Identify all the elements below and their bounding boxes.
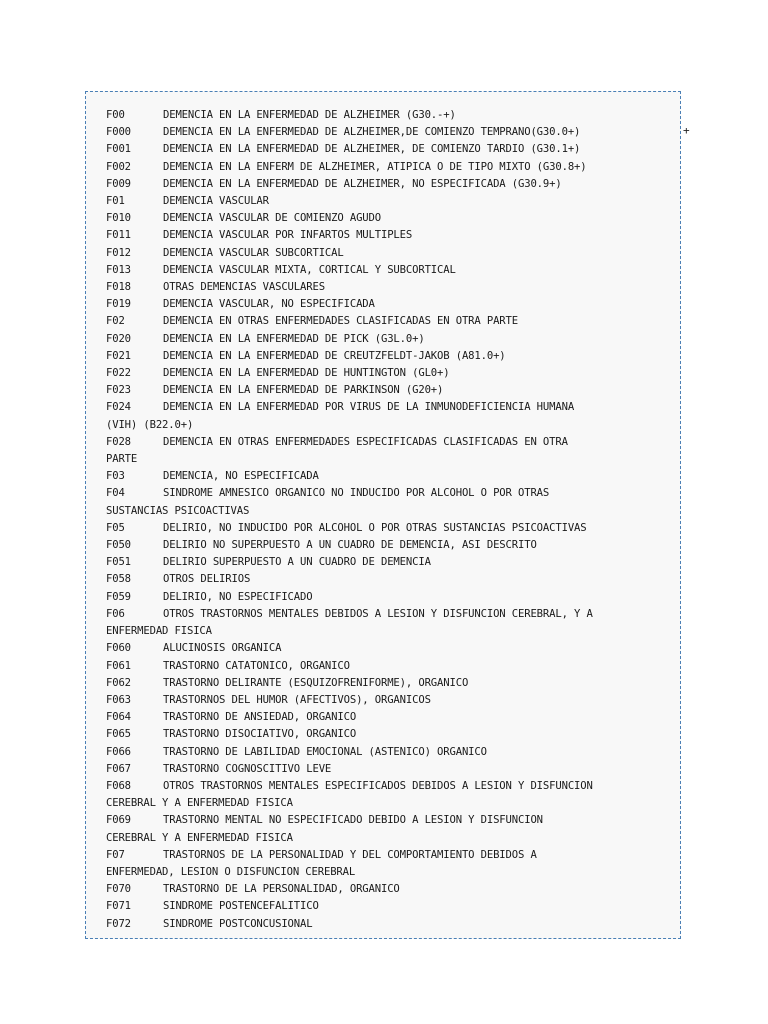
entry-description: DELIRIO, NO ESPECIFICADO [163,590,313,603]
entry-description: SINDROME AMNESICO ORGANICO NO INDUCIDO POR ALCOHOL O POR OTRAS [163,487,550,500]
code-entry [106,365,676,382]
code-entry [106,606,676,623]
entry-code: F03 [106,470,125,483]
entry-code: F059 [106,590,131,603]
entry-description: DELIRIO NO SUPERPUESTO A UN CUADRO DE DEMENCIA, ASI DESCRITO [163,539,537,552]
code-entry [106,313,676,330]
entry-description: DEMENCIA EN LA ENFERMEDAD DE ALZHEIMER, DE COMIENZO TARDIO (G30.1+) [163,143,581,156]
entry-description: ALUCINOSIS ORGANICA [163,642,282,655]
entry-continuation: CEREBRAL Y A ENFERMEDAD FISICA [106,831,293,844]
margin-mark: + [683,124,690,137]
entry-description: TRASTORNO DE ANSIEDAD, ORGANICO [163,711,357,724]
entry-code: F058 [106,573,131,586]
code-entry [106,141,676,158]
entry-continuation: (VIH) (B22.0+) [106,418,194,431]
code-entry [106,193,676,210]
code-entry [106,176,676,193]
entry-code: F068 [106,779,131,792]
code-entry [106,434,676,451]
entry-description: DEMENCIA VASCULAR DE COMIENZO AGUDO [163,212,381,225]
entry-description: DEMENCIA EN LA ENFERMEDAD DE HUNTINGTON (GL0+) [163,367,450,380]
entry-code: F063 [106,693,131,706]
entry-description: DEMENCIA EN LA ENFERMEDAD DE ALZHEIMER,DE COMIENZO TEMPRANO(G30.0+) [163,126,581,139]
code-entry [106,468,676,485]
entry-description: DEMENCIA EN OTRAS ENFERMEDADES CLASIFICADAS EN OTRA PARTE [163,315,518,328]
entry-code: F065 [106,728,131,741]
entry-code: F069 [106,814,131,827]
entry-code: F05 [106,521,125,534]
code-entry [106,675,676,692]
code-entry [106,537,676,554]
entry-code: F067 [106,762,131,775]
entry-description: DEMENCIA EN LA ENFERMEDAD DE ALZHEIMER, NO ESPECIFICADA (G30.9+) [163,177,562,190]
entry-code: F02 [106,315,125,328]
code-entry [106,571,676,588]
code-entry [106,124,676,141]
entry-code: F066 [106,745,131,758]
code-entry [106,159,676,176]
entry-description: TRASTORNOS DEL HUMOR (AFECTIVOS), ORGANICOS [163,693,431,706]
entry-description: DEMENCIA VASCULAR SUBCORTICAL [163,246,344,259]
entry-description: DEMENCIA EN LA ENFERMEDAD DE PARKINSON (G20+) [163,384,444,397]
code-entry [106,382,676,399]
entry-code: F011 [106,229,131,242]
entry-description: DEMENCIA VASCULAR POR INFARTOS MULTIPLES [163,229,413,242]
entry-description: OTROS TRASTORNOS MENTALES DEBIDOS A LESION Y DISFUNCION CEREBRAL, Y A [163,607,593,620]
entry-description: TRASTORNOS DE LA PERSONALIDAD Y DEL COMPORTAMIENTO DEBIDOS A [163,848,537,861]
code-entry [106,348,676,365]
entry-description: TRASTORNO DE LA PERSONALIDAD, ORGANICO [163,883,400,896]
entry-code: F018 [106,281,131,294]
entry-code: F060 [106,642,131,655]
entry-code: F051 [106,556,131,569]
entry-description: DEMENCIA EN LA ENFERMEDAD DE ALZHEIMER (G30.-+) [163,109,456,121]
code-entry [106,107,676,124]
entry-description: DELIRIO SUPERPUESTO A UN CUADRO DE DEMENCIA [163,556,431,569]
entry-code: F022 [106,367,131,380]
entry-code: F013 [106,263,131,276]
entry-code: F070 [106,883,131,896]
code-entry [106,726,676,743]
code-entry [106,399,676,416]
entry-description: TRASTORNO CATATONICO, ORGANICO [163,659,350,672]
entry-continuation: SUSTANCIAS PSICOACTIVAS [106,504,250,517]
entry-description: OTROS TRASTORNOS MENTALES ESPECIFICADOS DEBIDOS A LESION Y DISFUNCION [163,779,593,792]
entry-code: F012 [106,246,131,259]
entry-code: F07 [106,848,125,861]
entry-code: F050 [106,539,131,552]
entry-description: DEMENCIA, NO ESPECIFICADA [163,470,319,483]
code-entry [106,812,676,829]
entry-code: F019 [106,298,131,311]
entry-code: F028 [106,435,131,448]
entry-description: DEMENCIA EN LA ENFERMEDAD POR VIRUS DE LA INMUNODEFICIENCIA HUMANA [163,401,575,414]
entry-description: OTRAS DEMENCIAS VASCULARES [163,281,325,294]
entry-code: F010 [106,212,131,225]
entry-description: SINDROME POSTENCEFALITICO [163,900,319,913]
entry-description: DEMENCIA EN LA ENFERMEDAD DE PICK (G3L.0+) [163,332,425,345]
entry-code: F023 [106,384,131,397]
entry-code: F024 [106,401,131,414]
code-entry [106,296,676,313]
code-entry [106,881,676,898]
entry-code: F04 [106,487,125,500]
entry-description: DELIRIO, NO INDUCIDO POR ALCOHOL O POR OTRAS SUSTANCIAS PSICOACTIVAS [163,521,587,534]
entry-code: F020 [106,332,131,345]
code-entry [106,658,676,675]
entry-code: F009 [106,177,131,190]
code-entry [106,589,676,606]
entry-description: SINDROME POSTCONCUSIONAL [163,917,313,930]
entry-code: F021 [106,349,131,362]
entry-code: F002 [106,160,131,173]
entry-continuation: ENFERMEDAD FISICA [106,625,212,638]
code-entry [106,847,676,864]
code-entry [106,898,676,915]
entry-code: F061 [106,659,131,672]
entry-code: F072 [106,917,131,930]
entry-code: F06 [106,607,125,620]
code-entry [106,279,676,296]
code-entry [106,692,676,709]
entry-description: TRASTORNO DISOCIATIVO, ORGANICO [163,728,357,741]
entry-description: DEMENCIA VASCULAR, NO ESPECIFICADA [163,298,375,311]
code-entry [106,485,676,502]
entry-code: F064 [106,711,131,724]
entry-continuation: ENFERMEDAD, LESION O DISFUNCION CEREBRAL [106,865,356,878]
entry-description: DEMENCIA EN OTRAS ENFERMEDADES ESPECIFICADAS CLASIFICADAS EN OTRA [163,435,568,448]
code-entry [106,709,676,726]
code-list [106,107,676,933]
entry-description: OTROS DELIRIOS [163,573,251,586]
code-entry [106,227,676,244]
code-entry [106,554,676,571]
code-entry [106,744,676,761]
entry-description: DEMENCIA EN LA ENFERM DE ALZHEIMER, ATIPICA O DE TIPO MIXTO (G30.8+) [163,160,587,173]
entry-code: F01 [106,195,125,208]
entry-description: TRASTORNO DELIRANTE (ESQUIZOFRENIFORME), ORGANICO [163,676,469,689]
code-entry [106,916,676,933]
entry-description: TRASTORNO MENTAL NO ESPECIFICADO DEBIDO A LESION Y DISFUNCION [163,814,543,827]
entry-code: F071 [106,900,131,913]
code-entry [106,640,676,657]
entry-description: DEMENCIA EN LA ENFERMEDAD DE CREUTZFELDT-JAKOB (A81.0+) [163,349,506,362]
code-entry [106,245,676,262]
code-entry [106,210,676,227]
entry-code: F062 [106,676,131,689]
code-entry [106,262,676,279]
entry-code: F001 [106,143,131,156]
code-entry [106,761,676,778]
entry-code: F00 [106,109,125,121]
entry-continuation: CEREBRAL Y A ENFERMEDAD FISICA [106,797,293,810]
entry-description: TRASTORNO DE LABILIDAD EMOCIONAL (ASTENICO) ORGANICO [163,745,487,758]
code-entry [106,520,676,537]
entry-description: DEMENCIA VASCULAR MIXTA, CORTICAL Y SUBCORTICAL [163,263,456,276]
entry-description: TRASTORNO COGNOSCITIVO LEVE [163,762,332,775]
entry-continuation: PARTE [106,453,138,466]
entry-code: F000 [106,126,131,139]
code-entry [106,331,676,348]
entry-description: DEMENCIA VASCULAR [163,195,269,208]
code-entry [106,778,676,795]
